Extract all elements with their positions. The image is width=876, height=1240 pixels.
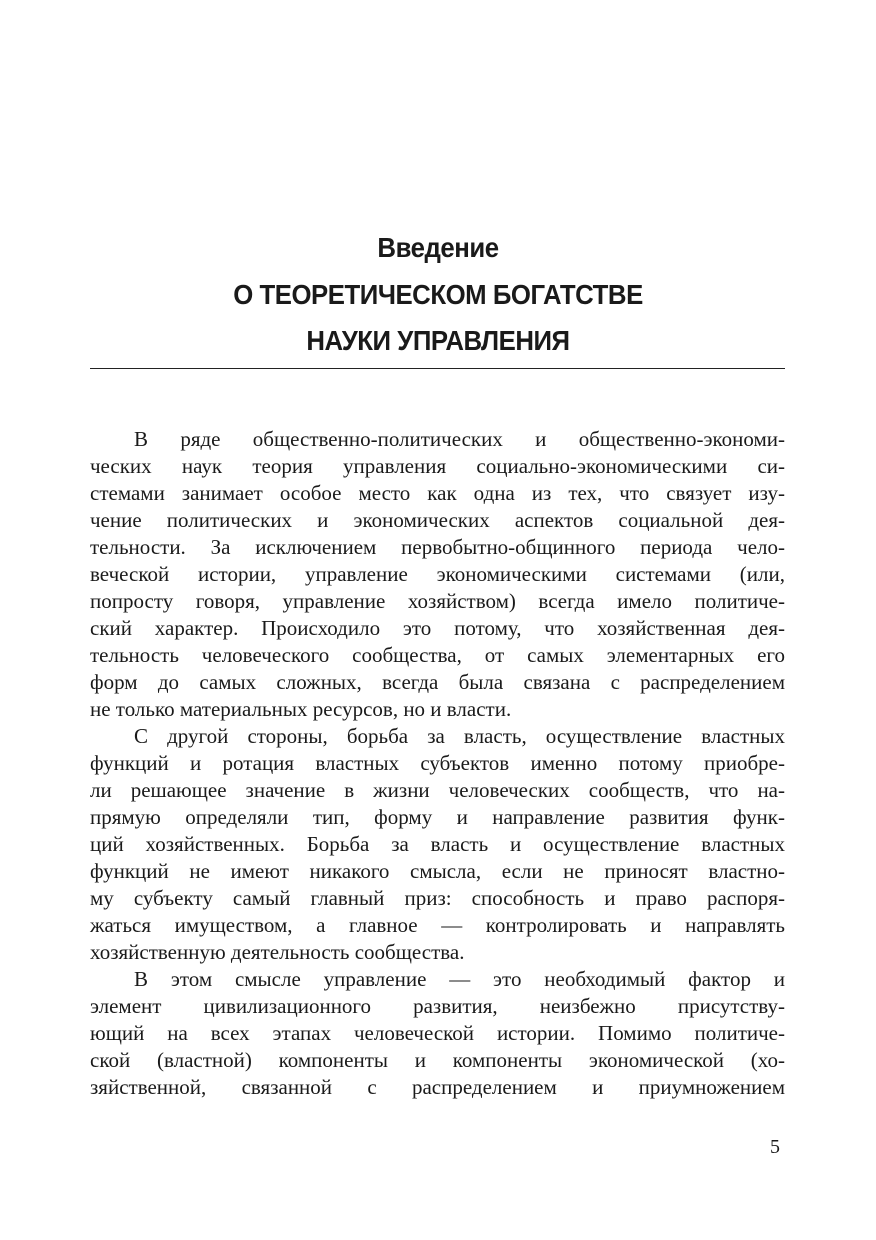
text-line-content: элемент цивилизационного развития, неизбежно присутству- (90, 994, 785, 1018)
text-line-content: ций хозяйственных. Борьба за власть и осуществление властных (90, 832, 785, 856)
text-line (90, 885, 785, 912)
text-line (90, 912, 785, 939)
text-line (90, 615, 785, 642)
text-line (90, 561, 785, 588)
text-line (90, 642, 785, 669)
text-line-content: веческой истории, управление экономическими системами (или, (90, 562, 785, 586)
text-line-content: функций и ротация властных субъектов именно потому приобре- (90, 751, 785, 775)
text-line (90, 507, 785, 534)
body-text (90, 426, 785, 1101)
text-line-content: не только материальных ресурсов, но и власти. (90, 697, 512, 721)
text-line (90, 723, 785, 750)
text-line (90, 1020, 785, 1047)
title-divider (90, 368, 785, 369)
text-line-content: зяйственной, связанной с распределением и приумножением (90, 1075, 785, 1099)
text-line-content: ской (властной) компоненты и компоненты экономической (хо- (90, 1048, 785, 1072)
text-line (90, 939, 785, 966)
text-line-content: ющий на всех этапах человеческой истории. Помимо политиче- (90, 1021, 785, 1045)
text-line (90, 453, 785, 480)
text-line-content: тельности. За исключением первобытно-общинного периода чело- (90, 535, 785, 559)
text-line (90, 777, 785, 804)
text-line (90, 588, 785, 615)
text-line-content: функций не имеют никакого смысла, если не приносят властно- (90, 859, 785, 883)
text-line (90, 480, 785, 507)
text-line-content: В ряде общественно-политических и общественно-экономи- (134, 427, 785, 451)
text-line (90, 966, 785, 993)
text-line-content: попросту говоря, управление хозяйством) всегда имело политиче- (90, 589, 785, 613)
text-line-content: стемами занимает особое место как одна из тех, что связует изу- (90, 481, 785, 505)
text-line-content: чение политических и экономических аспектов социальной дея- (90, 508, 785, 532)
text-line (90, 1074, 785, 1101)
text-line (90, 750, 785, 777)
chapter-title-line-2: НАУКИ УПРАВЛЕНИЯ (306, 325, 570, 356)
chapter-title-line-1: О ТЕОРЕТИЧЕСКОМ БОГАТСТВЕ (233, 279, 643, 310)
text-line (90, 1047, 785, 1074)
text-line-content: ческих наук теория управления социально-экономическими си- (90, 454, 785, 478)
text-line-content: ский характер. Происходило это потому, что хозяйственная дея- (90, 616, 785, 640)
text-line-content: прямую определяли тип, форму и направление развития функ- (90, 805, 785, 829)
page-number: 5 (770, 1136, 780, 1158)
text-line (90, 669, 785, 696)
text-line (90, 804, 785, 831)
text-line-content: В этом смысле управление — это необходимый фактор и (134, 967, 785, 991)
text-line-content: жаться имуществом, а главное — контролировать и направлять (90, 913, 785, 937)
text-line (90, 534, 785, 561)
chapter-label: Введение (377, 232, 499, 263)
text-line-content: тельность человеческого сообщества, от самых элементарных его (90, 643, 785, 667)
text-line-content: форм до самых сложных, всегда была связана с распределением (90, 670, 785, 694)
text-line (90, 831, 785, 858)
text-line-content: му субъекту самый главный приз: способность и право распоря- (90, 886, 785, 910)
text-line-content: С другой стороны, борьба за власть, осуществление властных (134, 724, 785, 748)
text-line (90, 426, 785, 453)
text-line (90, 858, 785, 885)
text-line-content: хозяйственную деятельность сообщества. (90, 940, 465, 964)
text-line (90, 696, 785, 723)
text-line (90, 993, 785, 1020)
text-line-content: ли решающее значение в жизни человеческих сообществ, что на- (90, 778, 785, 802)
